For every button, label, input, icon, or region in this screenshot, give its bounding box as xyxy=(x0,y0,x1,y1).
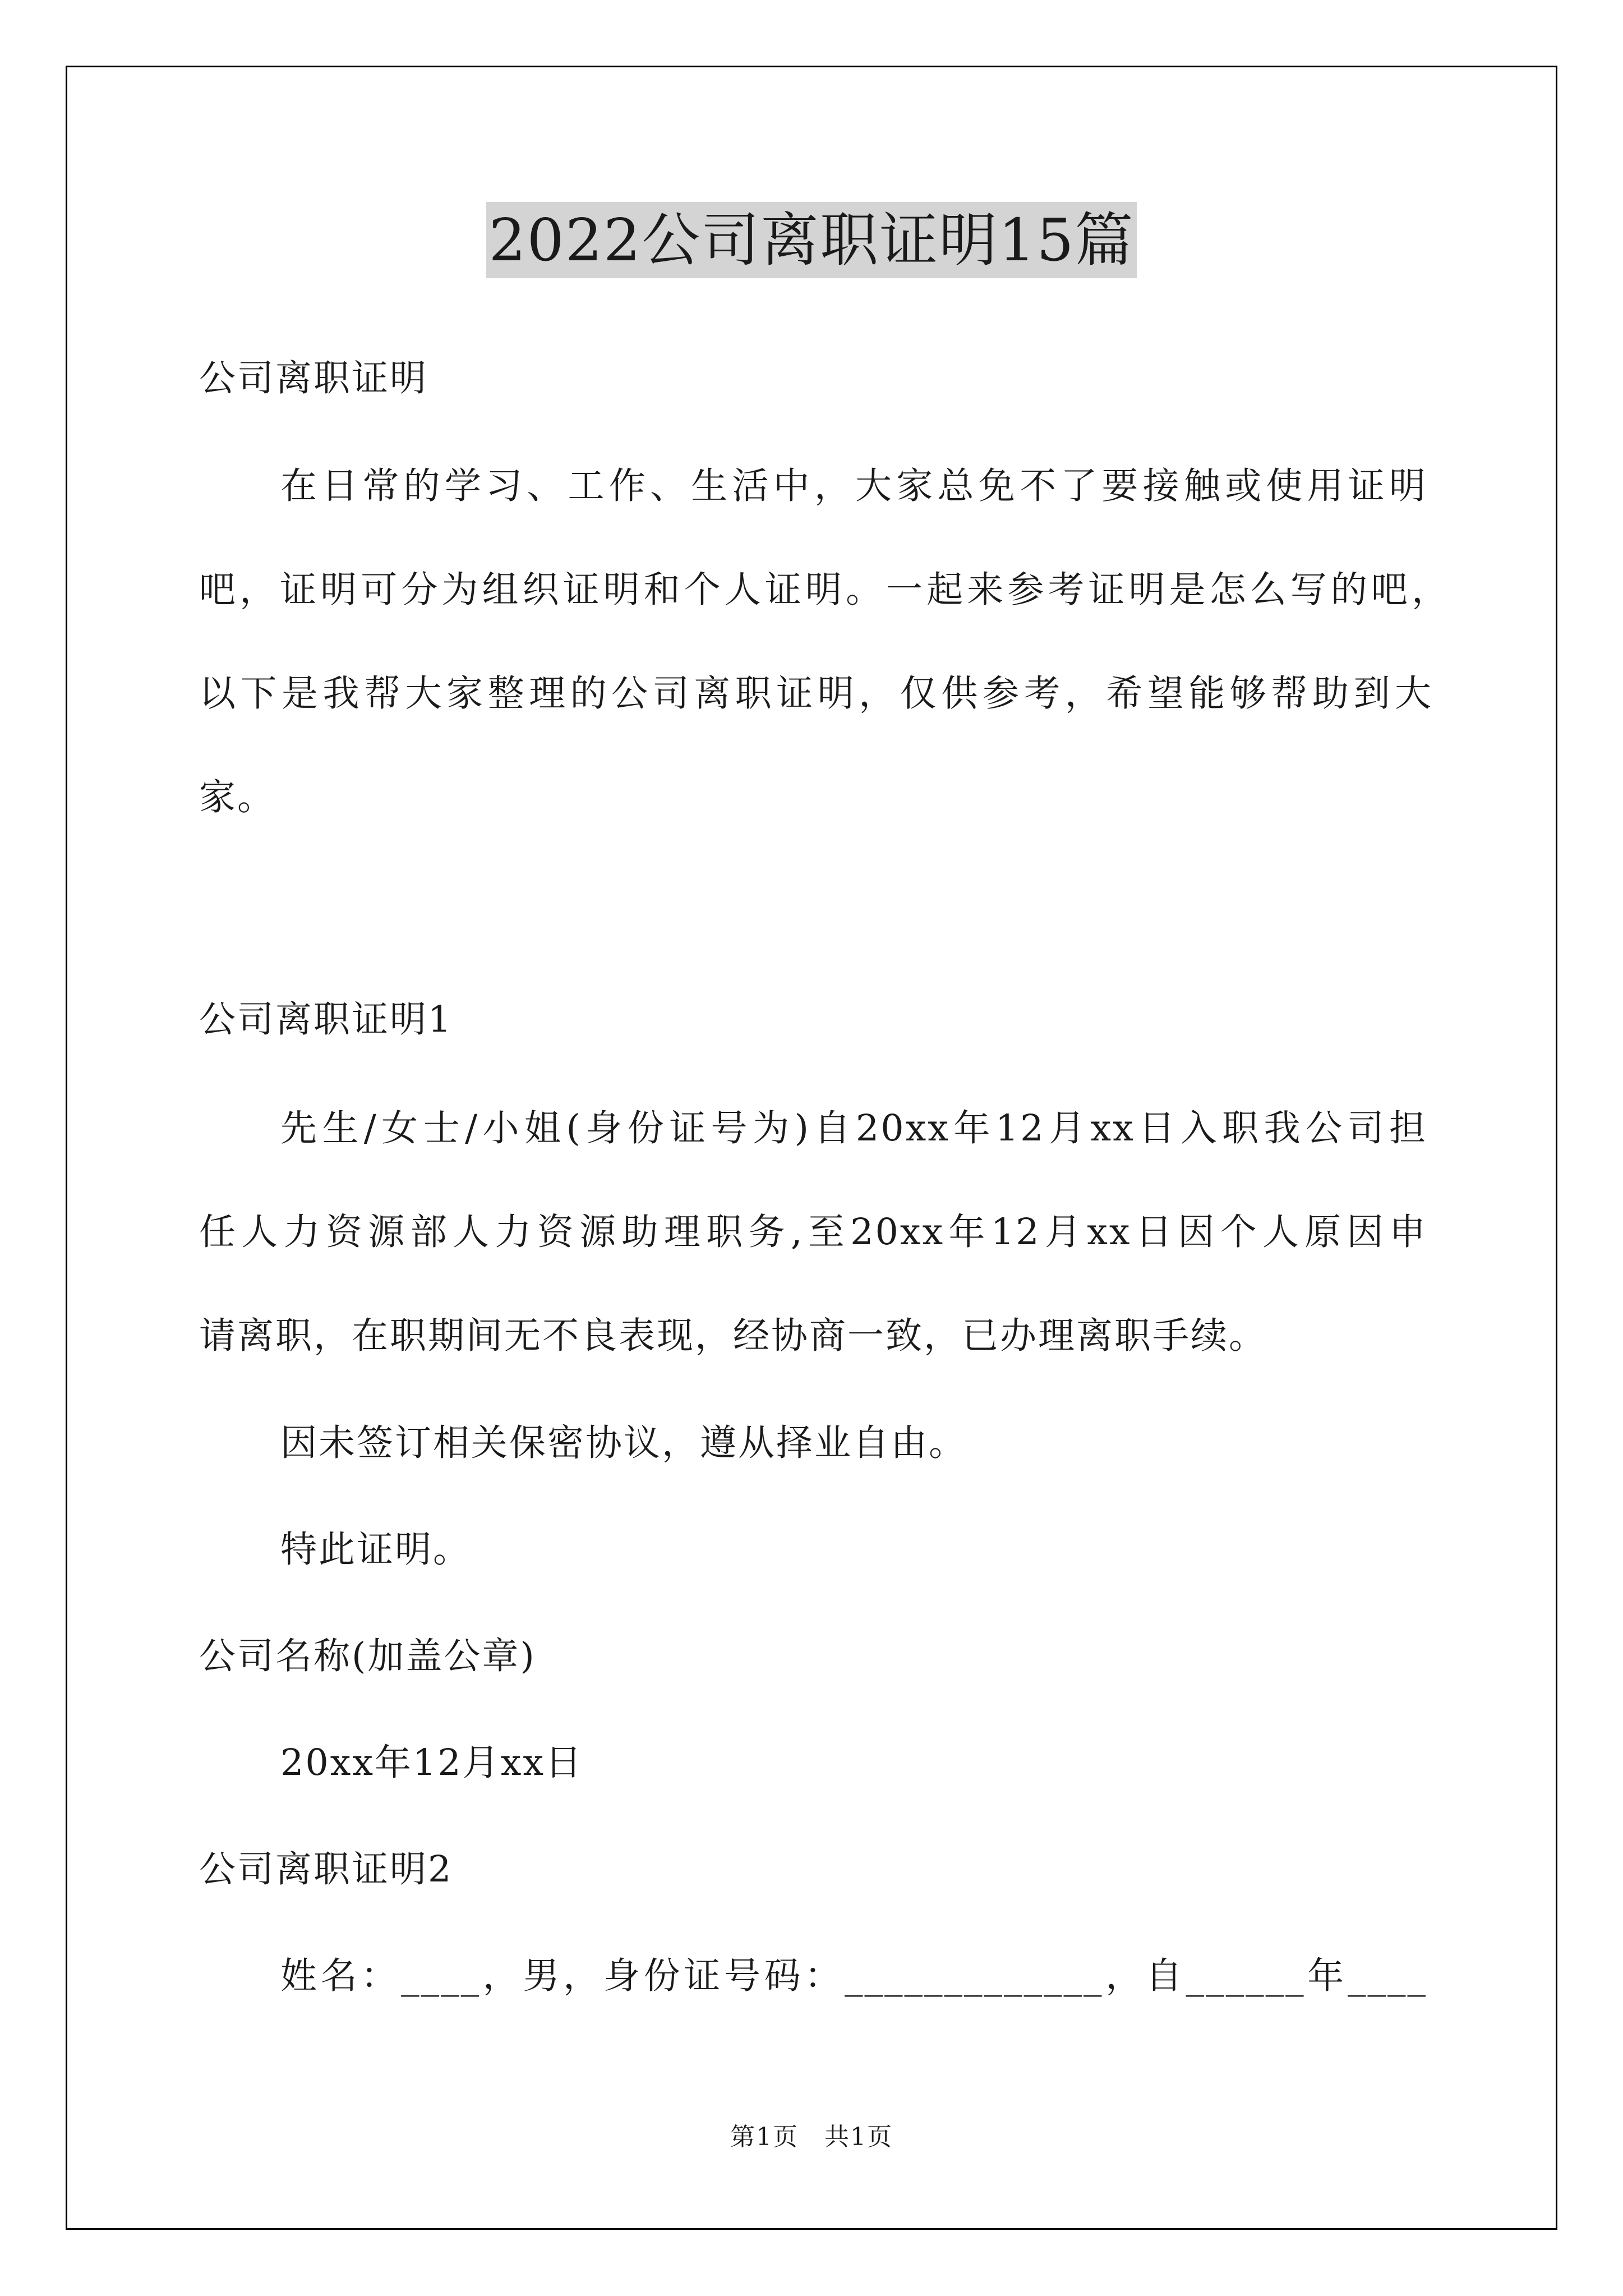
page-footer: 第1页 共1页 xyxy=(730,2123,893,2151)
intro-line-1: 在日常的学习、工作、生活中，大家总免不了要接触或使用证明 xyxy=(280,465,1427,507)
intro-line-4: 家。 xyxy=(199,776,276,818)
document-title: 2022公司离职证明15篇 xyxy=(486,202,1136,278)
section2-heading: 公司离职证明2 xyxy=(199,1848,453,1890)
confidentiality-line: 因未签订相关保密协议，遵从择业自由。 xyxy=(280,1422,967,1464)
intro-line-3: 以下是我帮大家整理的公司离职证明，仅供参考，希望能够帮助到大 xyxy=(199,673,1433,715)
section1-body-line-1: 先生/女士/小姐(身份证号为)自20xx年12月xx日入职我公司担 xyxy=(280,1107,1427,1149)
section1-heading: 公司离职证明1 xyxy=(199,999,453,1041)
company-seal-line: 公司名称(加盖公章) xyxy=(199,1635,536,1677)
intro-heading: 公司离职证明 xyxy=(199,357,428,399)
intro-line-2: 吧，证明可分为组织证明和个人证明。一起来参考证明是怎么写的吧， xyxy=(199,569,1450,611)
section1-body-line-3: 请离职，在职期间无不良表现，经协商一致，已办理离职手续。 xyxy=(199,1315,1267,1357)
section1-body-line-2: 任人力资源部人力资源助理职务,至20xx年12月xx日因个人原因申 xyxy=(199,1211,1427,1253)
title-wrap xyxy=(0,202,1623,278)
section2-first-line: 姓名：____，男，身份证号码：_____________，自______年____ xyxy=(280,1955,1427,1997)
date-line: 20xx年12月xx日 xyxy=(280,1742,584,1784)
closing-line: 特此证明。 xyxy=(280,1529,472,1571)
